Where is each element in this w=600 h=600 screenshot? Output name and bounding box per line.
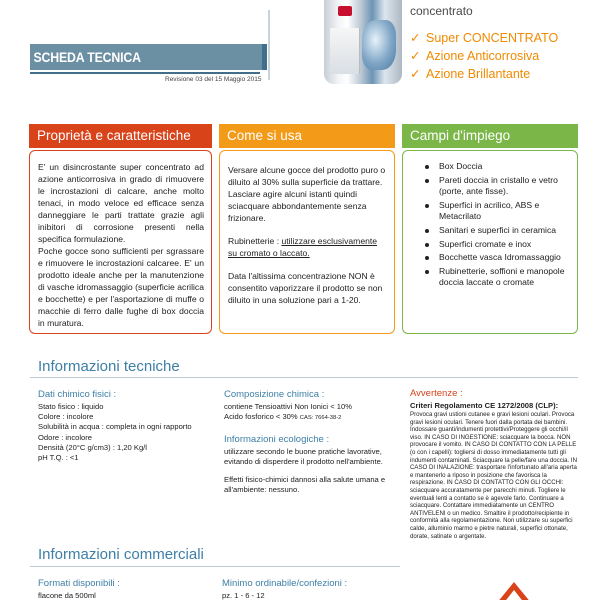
chimico-title: Dati chimico fisici :	[38, 389, 117, 400]
check-icon: ✓	[410, 67, 421, 81]
product-cap-stripe	[338, 6, 352, 16]
scheda-tecnica-banner	[30, 44, 262, 70]
proprieta-paragraph-1: E' un disincrostante super concentrato ad azione anticorrosiva in grado di rimuovere le incrostazioni di calcare, anche molto tenaci, in modo veloce ed efficace senza danneggiare le parti trattate grazie agli inibitori di corrosione presenti nella specifica formulazione.	[38, 162, 204, 244]
proprieta-box	[29, 150, 212, 334]
uso-box	[219, 150, 395, 334]
header-divider	[268, 10, 270, 80]
banner-tip	[262, 44, 267, 70]
minimo-title: Minimo ordinabile/confezioni :	[222, 578, 348, 589]
banner-underline	[30, 72, 260, 74]
avvertenze-text: Provoca gravi ustioni cutanee e gravi lesioni oculari. Provoca gravi lesioni oculari. Tenere fuori dalla portata dei bambini. Indossare guanti/indumenti protettivi/Proteggere gli occhi/il viso. IN CASO DI INGESTIONE: sciacquare la bocca. NON provocare il vomito. IN CASO DI CONTATTO CON LA PELLE (o con i capelli): togliersi di dosso immediatamente tutti gli indumenti contaminati. Sciacquare la pelle/fare una doccia. IN CASO DI INALAZIONE: trasportare l'infortunato all'aria aperta e mantenerlo a riposo in posizione che favorisca la respirazione. IN CASO DI CONTATTO CON GLI OCCHI: sciacquare accuratamente per parecchi minuti. Togliere le eventuali lenti a contatto se è agevole farlo. Continuare a sciacquare. Contattare immediatamente un CENTRO ANTIVELENI o un medico. Smaltire il prodotto/recipiente in conformità alla regolamentazione. Non utilizzare su superfici calde, alluminio marmo e pietre naturali, superfici ottonate, dorate, satinate o argentate.	[410, 411, 577, 540]
ecologiche-text: utilizzare secondo le buone pratiche lavorative, evitando di disperdere il prodotto nell'ambiente.	[224, 447, 383, 467]
impiego-box	[402, 150, 578, 334]
uso-paragraph-2: Rubinetterie : utilizzare esclusivamente su cromato o laccato.	[228, 236, 378, 258]
minimo-value: pz. 1 - 6 - 12	[222, 591, 265, 600]
bullet-icon	[425, 256, 429, 260]
uso-paragraph-1: Versare alcune gocce del prodotto puro o diluito al 30% sulla superficie da trattare. Lasciare agire alcuni istanti quindi sciacquare abbondantemente senza frizionare.	[228, 165, 386, 223]
list-item: Superfici in acrilico, ABS e Metacrilato	[415, 200, 569, 223]
proprieta-header: Proprietà e caratteristiche	[29, 124, 212, 148]
feature-item: ✓ Azione Brillantante	[410, 67, 531, 81]
revision-date: Revisione 03 del 15 Maggio 2015	[165, 76, 262, 83]
formati-title: Formati disponibili :	[38, 578, 120, 589]
list-item: Superfici cromate e inox	[415, 239, 569, 251]
bullet-icon	[425, 270, 429, 274]
clp-criteria: Criteri Regolamento CE 1272/2008 (CLP):	[410, 401, 559, 410]
check-icon: ✓	[410, 31, 421, 45]
bullet-icon	[425, 229, 429, 233]
list-item: Box Doccia	[415, 161, 569, 173]
page-title: SCHEDA TECNICA	[33, 49, 141, 65]
commerciali-rule	[30, 566, 400, 567]
feature-item: ✓ Azione Anticorrosiva	[410, 49, 540, 63]
product-label-band	[330, 28, 360, 74]
uso-header: Come si usa	[219, 124, 395, 148]
list-item: Pareti doccia in cristallo e vetro (porte, ante fisse).	[415, 175, 569, 198]
list-item: Rubinetterie, soffioni e manopole doccia laccate o cromate	[415, 266, 569, 289]
avvertenze-title: Avvertenze :	[410, 388, 463, 399]
tecniche-rule	[30, 377, 578, 378]
rubinetterie-note: utilizzare esclusivamente su cromato o laccato.	[228, 236, 378, 258]
impiego-header: Campi d'impiego	[402, 124, 578, 148]
commerciali-title: Informazioni commerciali	[38, 546, 204, 563]
bullet-icon	[425, 165, 429, 169]
check-icon: ✓	[410, 49, 421, 63]
tecniche-title: Informazioni tecniche	[38, 358, 180, 375]
formati-value: flacone da 500ml	[38, 591, 96, 600]
ecologiche-effects: Effetti fisico-chimici dannosi alla salute umana e all'ambiente: nessuno.	[224, 475, 386, 495]
list-item: Bocchette vasca Idromassaggio	[415, 252, 569, 264]
feature-item: ✓ Super CONCENTRATO	[410, 31, 559, 45]
hazard-pictogram-inner	[503, 590, 525, 600]
impiego-list	[415, 161, 569, 289]
bullet-icon	[425, 243, 429, 247]
chimico-data: Stato fisico : liquido Colore : incolore Solubilità in acqua : completa in ogni rapporto Odore : incolore Densità (20°C g/cm3) : 1,20 Kg/l pH T.Q. : <1	[38, 402, 192, 463]
water-splash-image	[362, 20, 396, 70]
ecologiche-title: Informazioni ecologiche :	[224, 434, 330, 445]
composizione-data: contiene Tensioattivi Non Ionici < 10% Acido fosforico < 30% CAS: 7664-38-2	[224, 402, 352, 422]
uso-paragraph-3: Data l'altissima concentrazione NON è consentito vaporizzare il prodotto se non diluito in una soluzione pari a 1-20.	[228, 271, 383, 305]
bullet-icon	[425, 179, 429, 183]
product-tagline: concentrato	[410, 4, 473, 18]
composizione-title: Composizione chimica :	[224, 389, 325, 400]
proprieta-paragraph-2: Poche gocce sono sufficienti per sgrassare e rimuovere le incrostazioni calcaree. E' un prodotto ideale anche per la manutenzione di vasche idromassaggio (superficie acrilica e bocchette) e per l'asportazione di muffe o macchie di ferro dalle fughe di box doccia in muratura.	[38, 246, 204, 328]
bullet-icon	[425, 204, 429, 208]
list-item: Sanitari e superfici in ceramica	[415, 225, 569, 237]
